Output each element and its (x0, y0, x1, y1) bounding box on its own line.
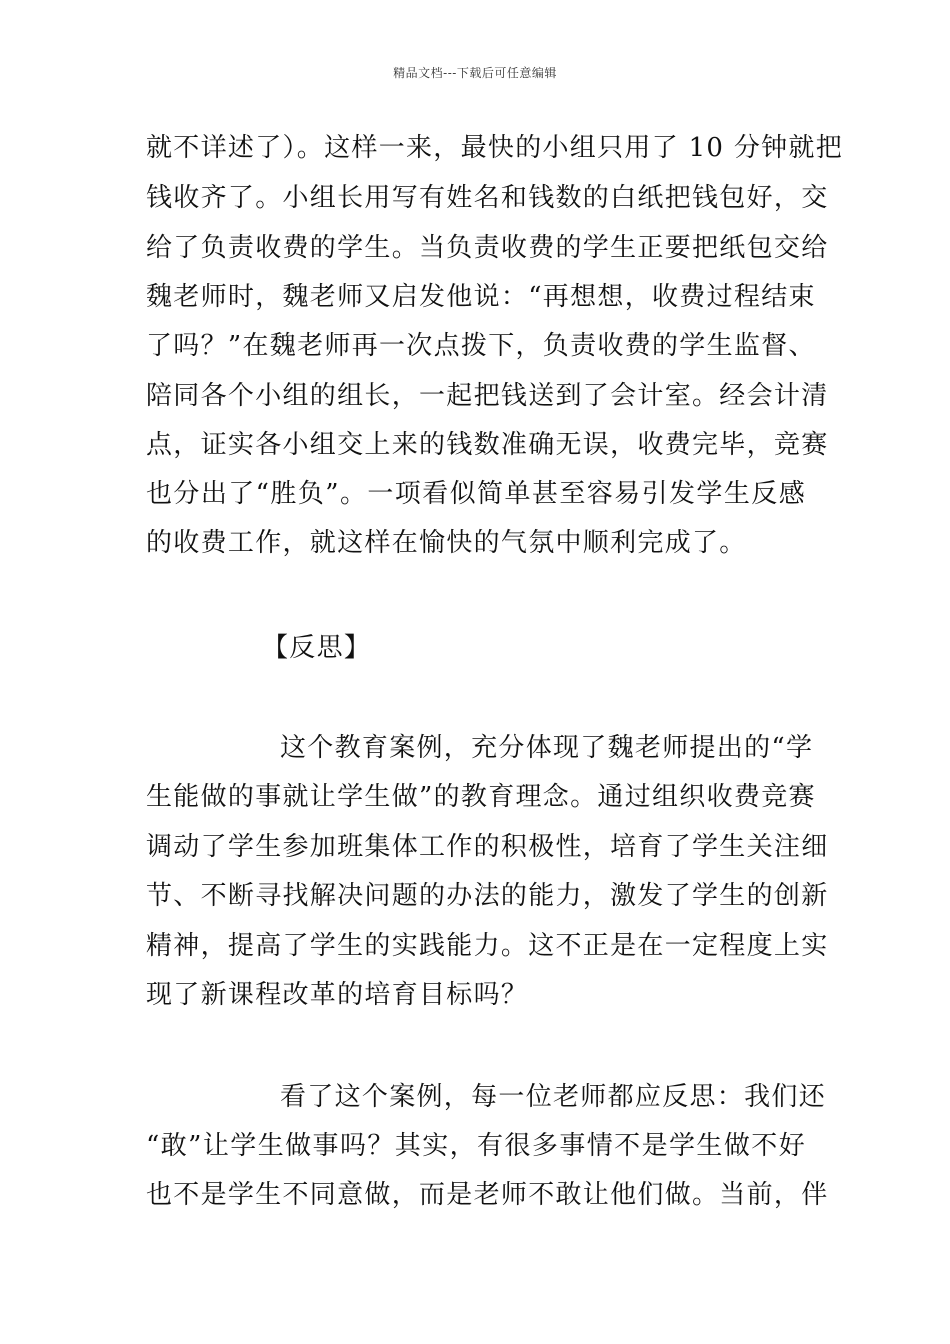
paragraph-line: 现了新课程改革的培育目标吗？ (146, 980, 529, 1010)
paragraph-line: 也不是学生不同意做，而是老师不敢让他们做。当前，伴 (146, 1180, 829, 1210)
paragraph-line: 魏老师时，魏老师又启发他说：“再想想，收费过程结束 (146, 282, 816, 312)
paragraph-line: 钱收齐了。小组长用写有姓名和钱数的白纸把钱包好，交 (146, 183, 829, 213)
paragraph-line: 就不详述了）。这样一来，最快的小组只用了 10 分钟就把 (146, 133, 844, 163)
paragraph-line: 生能做的事就让学生做”的教育理念。通过组织收费竞赛 (146, 782, 816, 812)
paragraph-line: 也分出了“胜负”。一项看似简单甚至容易引发学生反感 (146, 479, 806, 509)
paragraph-line: 点，证实各小组交上来的钱数准确无误，收费完毕，竞赛 (146, 430, 829, 460)
paragraph-line: “敢”让学生做事吗？其实，有很多事情不是学生做不好 (146, 1131, 806, 1161)
paragraph-line: 看了这个案例，每一位老师都应反思：我们还 (280, 1082, 827, 1112)
section-heading: 【反思】 (262, 633, 372, 663)
paragraph-line: 调动了学生参加班集体工作的积极性，培育了学生关注细 (146, 832, 829, 862)
paragraph-line: 给了负责收费的学生。当负责收费的学生正要把纸包交给 (146, 233, 829, 263)
paragraph-line: 精神，提高了学生的实践能力。这不正是在一定程度上实 (146, 931, 829, 961)
paragraph-line: 了吗？”在魏老师再一次点拨下，负责收费的学生监督、 (146, 331, 816, 361)
paragraph-line: 节、不断寻找解决问题的办法的能力，激发了学生的创新 (146, 881, 829, 911)
page-header: 精品文档---下载后可任意编辑 (393, 66, 557, 80)
paragraph-line: 的收费工作，就这样在愉快的气氛中顺利完成了。 (146, 528, 747, 558)
paragraph-line: 陪同各个小组的组长，一起把钱送到了会计室。经会计清 (146, 381, 829, 411)
paragraph-line: 这个教育案例，充分体现了魏老师提出的“学 (280, 733, 814, 763)
